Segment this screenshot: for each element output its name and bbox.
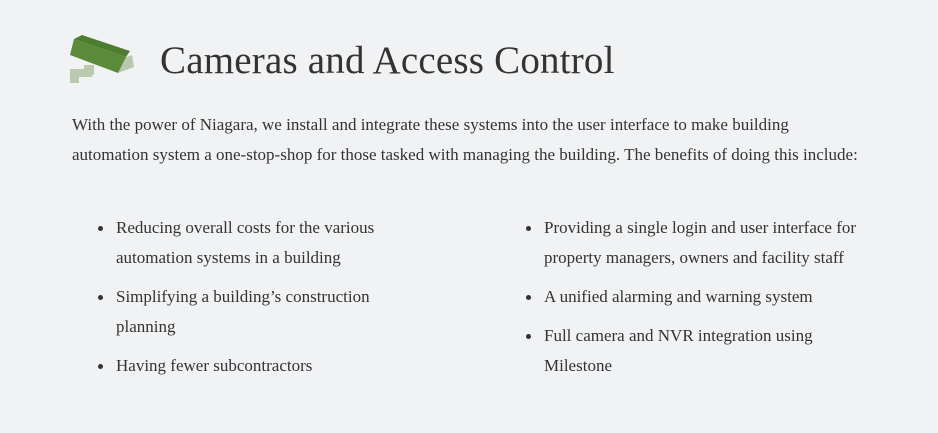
list-item — [526, 213, 866, 273]
list-item-text: Full camera and NVR integration using Milestone — [544, 326, 813, 375]
benefits-list-right — [526, 213, 866, 390]
list-item-text: Reducing overall costs for the various automation systems in a building — [116, 218, 375, 267]
list-item — [526, 282, 866, 312]
bullet-icon — [98, 295, 103, 300]
list-item-text: Providing a single login and user interface for property managers, owners and facility staff — [544, 218, 857, 267]
list-item — [526, 321, 866, 381]
page-title: Cameras and Access Control — [160, 39, 615, 82]
section-header — [68, 34, 138, 84]
bullet-icon — [98, 364, 103, 369]
list-item — [98, 213, 428, 273]
bullet-icon — [98, 226, 103, 231]
bullet-icon — [526, 334, 531, 339]
intro-paragraph: With the power of Niagara, we install and integrate these systems into the user interface to make building automation system a one-stop-shop for those tasked with managing the building. The benefits of doing this include: — [72, 115, 858, 164]
bullet-icon — [526, 226, 531, 231]
list-item-text: A unified alarming and warning system — [544, 287, 813, 306]
list-item-text: Simplifying a building’s construction planning — [116, 287, 370, 336]
list-item — [98, 282, 428, 342]
benefits-list-left — [98, 213, 428, 390]
bullet-icon — [526, 295, 531, 300]
list-item-text: Having fewer subcontractors — [116, 356, 313, 375]
list-item — [98, 351, 428, 381]
security-camera-icon — [68, 31, 138, 87]
